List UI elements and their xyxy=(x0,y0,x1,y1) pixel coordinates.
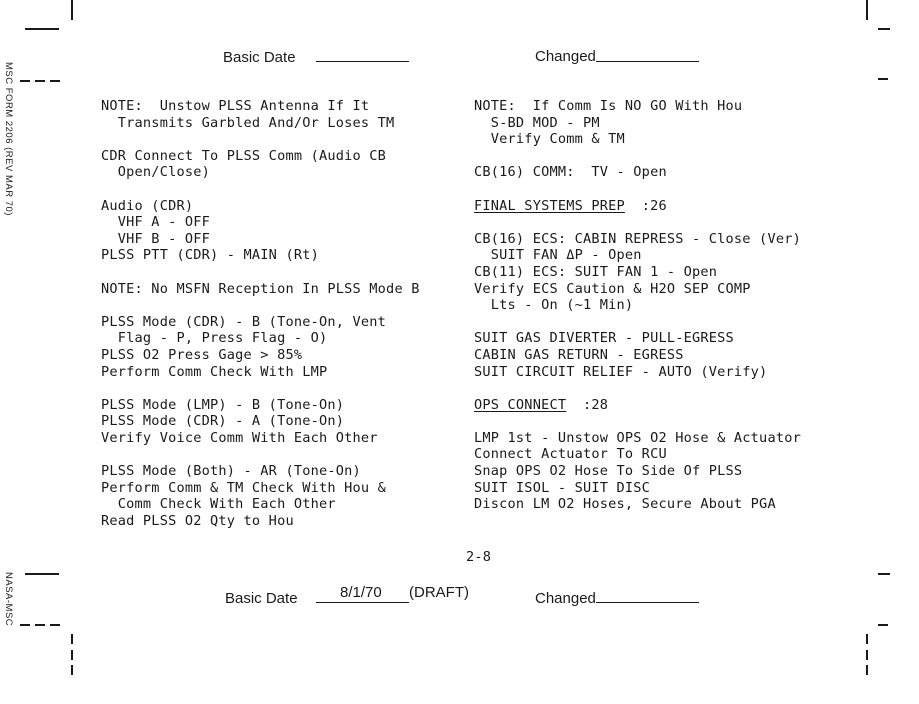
final-systems-prep-title: FINAL SYSTEMS PREP xyxy=(474,197,625,214)
verify-ecs-caution: Verify ECS Caution & H2O SEP COMP xyxy=(474,280,751,297)
header-basic-date-underline xyxy=(316,61,409,62)
plss-mode-cdr-a: PLSS Mode (CDR) - A (Tone-On) xyxy=(101,413,345,430)
ops-connect-time: :28 xyxy=(566,396,609,413)
final-systems-prep-heading xyxy=(474,198,801,215)
footer-basic-date-underline xyxy=(316,602,409,603)
audio-vhf-b: VHF B - OFF xyxy=(101,230,210,247)
note-comm-no-go: NOTE: If Comm Is NO GO With Hou xyxy=(474,98,743,114)
crop-mark-top-right-horizontal xyxy=(878,28,890,30)
suit-isol: SUIT ISOL - SUIT DISC xyxy=(474,479,651,496)
crop-mark-top-left-vertical xyxy=(71,0,73,20)
snap-ops-hose: Snap OPS O2 Hose To Side Of PLSS xyxy=(474,463,743,480)
perform-comm-tm-check: Perform Comm & TM Check With Hou & xyxy=(101,479,387,496)
lts-on: Lts - On (~1 Min) xyxy=(474,297,634,314)
plss-mode-lmp-b: PLSS Mode (LMP) - B (Tone-On) xyxy=(101,396,345,413)
page-number: 2-8 xyxy=(466,549,492,565)
cb16-comm-tv: CB(16) COMM: TV - Open xyxy=(474,164,667,181)
comm-check-each-other: Comm Check With Each Other xyxy=(101,496,336,513)
note-unstow-antenna: NOTE: Unstow PLSS Antenna If It xyxy=(101,98,370,114)
footer-basic-date-label: Basic Date xyxy=(225,590,298,607)
cb16-ecs-cabin-repress: CB(16) ECS: CABIN REPRESS - Close (Ver) xyxy=(474,230,801,247)
footer-draft-label: (DRAFT) xyxy=(409,584,469,601)
discon-lm-hoses: Discon LM O2 Hoses, Secure About PGA xyxy=(474,496,776,513)
crop-mark-bottom-left-vertical-2 xyxy=(71,650,73,660)
plss-ptt: PLSS PTT (CDR) - MAIN (Rt) xyxy=(101,247,319,264)
fold-mark-left-lower xyxy=(20,624,30,626)
audio-cdr: Audio (CDR) xyxy=(101,197,194,214)
cdr-connect-plss: CDR Connect To PLSS Comm (Audio CB xyxy=(101,147,387,164)
crop-mark-bottom-left-vertical-3 xyxy=(71,665,73,675)
crop-mark-top-right-vertical xyxy=(866,0,868,20)
suit-gas-diverter: SUIT GAS DIVERTER - PULL-EGRESS xyxy=(474,330,734,347)
final-systems-prep-time: :26 xyxy=(624,197,667,214)
crop-mark-bottom-right-vertical-2 xyxy=(866,650,868,660)
crop-mark-top-left-horizontal xyxy=(25,28,59,30)
right-column xyxy=(474,98,801,513)
left-column xyxy=(101,98,420,529)
footer-basic-date-value: 8/1/70 xyxy=(340,584,382,601)
crop-mark-bottom-right-horizontal xyxy=(878,573,890,575)
cdr-connect-plss-cont: Open/Close) xyxy=(101,164,210,181)
crop-mark-right-upper xyxy=(878,78,888,80)
lmp-unstow-ops: LMP 1st - Unstow OPS O2 Hose & Actuator xyxy=(474,429,801,446)
cb11-ecs-suit-fan: CB(11) ECS: SUIT FAN 1 - Open xyxy=(474,263,718,280)
plss-mode-both-ar: PLSS Mode (Both) - AR (Tone-On) xyxy=(101,463,361,480)
header-changed-label: Changed xyxy=(535,48,596,65)
note-unstow-antenna-cont: Transmits Garbled And/Or Loses TM xyxy=(101,114,395,131)
comm-check-lmp: Perform Comm Check With LMP xyxy=(101,363,328,380)
footer-changed-underline xyxy=(596,602,699,603)
fold-mark-left-upper xyxy=(20,80,30,82)
crop-mark-right-lower xyxy=(878,624,888,626)
fold-mark-left-upper-2 xyxy=(35,80,45,82)
crop-mark-bottom-left-vertical-1 xyxy=(71,634,73,644)
ops-connect-title: OPS CONNECT xyxy=(474,396,567,413)
org-margin-text: NASA-MSC xyxy=(3,572,14,627)
footer-changed-label: Changed xyxy=(535,590,596,607)
crop-mark-bottom-right-vertical-3 xyxy=(866,665,868,675)
audio-vhf-a: VHF A - OFF xyxy=(101,214,210,231)
plss-mode-cdr-b-flags: Flag - P, Press Flag - O) xyxy=(101,330,328,347)
connect-actuator: Connect Actuator To RCU xyxy=(474,446,667,463)
note-sbd-mod: S-BD MOD - PM xyxy=(474,114,600,131)
plss-o2-press-gage: PLSS O2 Press Gage > 85% xyxy=(101,346,303,363)
plss-mode-cdr-b: PLSS Mode (CDR) - B (Tone-On, Vent xyxy=(101,313,387,330)
form-id-margin-text: MSC FORM 2206 (REV MAR 70) xyxy=(3,62,14,216)
read-plss-o2-qty: Read PLSS O2 Qty to Hou xyxy=(101,512,294,529)
note-msfn: NOTE: No MSFN Reception In PLSS Mode B xyxy=(101,280,420,297)
header-changed-underline xyxy=(596,61,699,62)
verify-voice-comm: Verify Voice Comm With Each Other xyxy=(101,429,378,446)
suit-circuit-relief: SUIT CIRCUIT RELIEF - AUTO (Verify) xyxy=(474,363,768,380)
note-verify-comm-tm: Verify Comm & TM xyxy=(474,131,625,148)
fold-mark-left-lower-3 xyxy=(50,624,60,626)
crop-mark-bottom-right-vertical-1 xyxy=(866,634,868,644)
ops-connect-heading xyxy=(474,397,801,414)
header-basic-date-label: Basic Date xyxy=(223,49,296,66)
fold-mark-left-lower-2 xyxy=(35,624,45,626)
cabin-gas-return: CABIN GAS RETURN - EGRESS xyxy=(474,346,684,363)
crop-mark-bottom-left-horizontal xyxy=(25,573,59,575)
suit-fan-dp: SUIT FAN ΔP - Open xyxy=(474,247,642,264)
fold-mark-left-upper-3 xyxy=(50,80,60,82)
